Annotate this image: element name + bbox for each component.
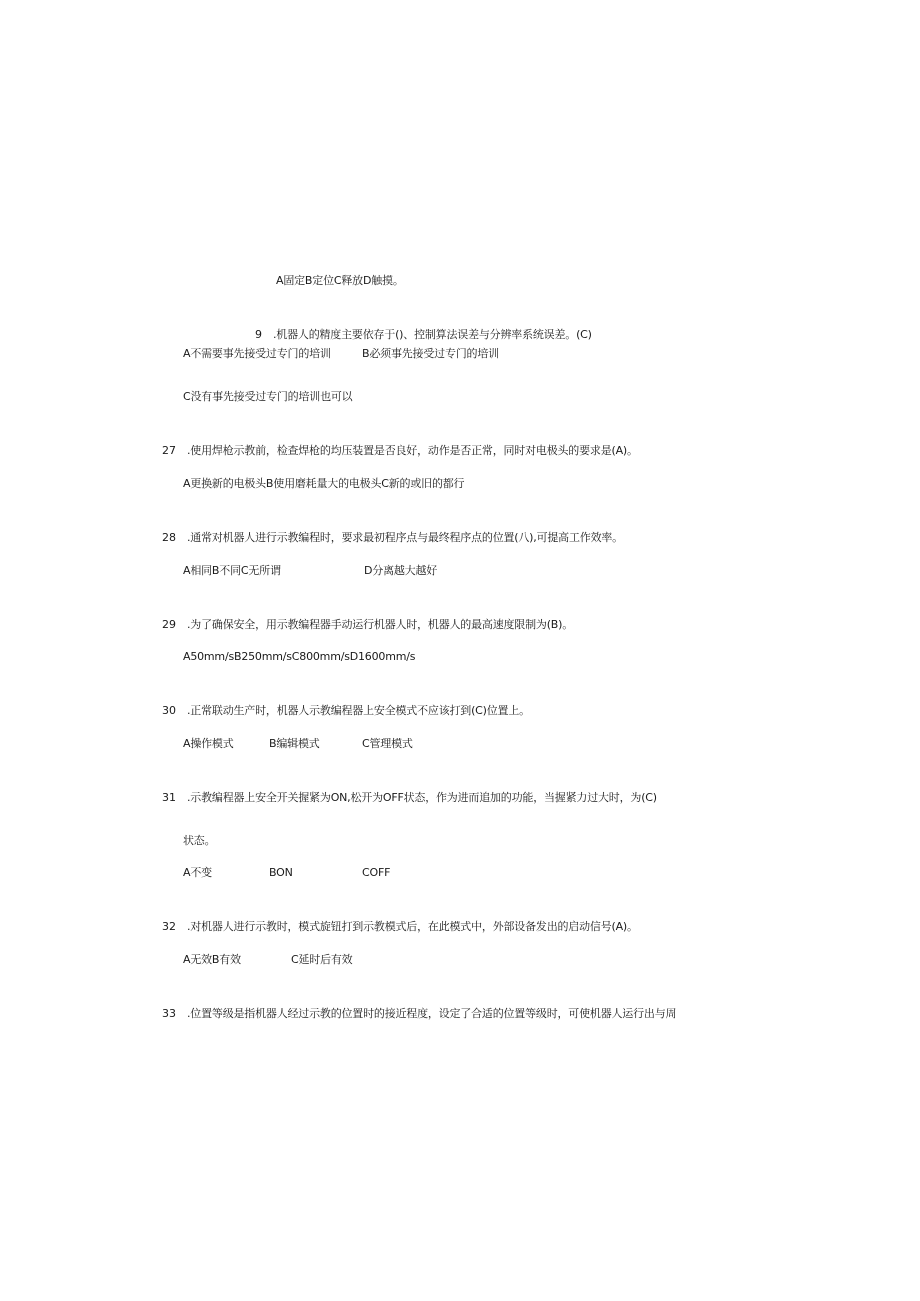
option-b: BON <box>269 866 293 879</box>
option-a: A不需要事先接受过专门的培训 <box>183 347 331 360</box>
question-text: .机器人的精度主要依存于()、控制算法误差与分辨率系统误差。(C) <box>273 328 592 341</box>
question-text: .通常对机器人进行示教编程时，要求最初程序点与最终程序点的位置(八),可提高工作效率。 <box>187 531 623 544</box>
question-text: .示教编程器上安全开关握紧为ON,松开为OFF状态，作为进而追加的功能，当握紧力过大时，为(C) <box>187 791 657 804</box>
question-number: 29 <box>162 618 176 631</box>
option-a: A操作模式 <box>183 737 234 750</box>
question-text: .位置等级是指机器人经过示教的位置时的接近程度，设定了合适的位置等级时，可使机器人运行出与周 <box>187 1007 677 1020</box>
option-a: A不变 <box>183 866 212 879</box>
option-c: C管理模式 <box>362 737 413 750</box>
question-text: .为了确保安全，用示教编程器手动运行机器人时，机器人的最高速度限制为(B)。 <box>187 618 574 631</box>
question-number: 28 <box>162 531 176 544</box>
options-line: A固定B定位C释放D触摸。 <box>276 274 404 287</box>
option-b: B编辑模式 <box>269 737 320 750</box>
question-number: 27 <box>162 444 176 457</box>
question-number: 30 <box>162 704 176 717</box>
question-number: 9 <box>255 328 262 341</box>
question-number: 32 <box>162 920 176 933</box>
options-line: A50mm∕sB250mm∕sC800mm∕sD1600mm∕s <box>183 650 416 663</box>
question-text: .正常联动生产时，机器人示教编程器上安全模式不应该打到(C)位置上。 <box>187 704 530 717</box>
option-c: COFF <box>362 866 391 879</box>
option-c: C延时后有效 <box>291 953 353 966</box>
option-c: C没有事先接受过专门的培训也可以 <box>183 390 353 403</box>
question-number: 33 <box>162 1007 176 1020</box>
option-d: D分离越大越好 <box>364 564 438 577</box>
question-text: .使用焊枪示教前，检查焊枪的均压装置是否良好，动作是否正常，同时对电极头的要求是(A)。 <box>187 444 638 457</box>
option-a: A无效B有效 <box>183 953 241 966</box>
question-text: .对机器人进行示教时，模式旋钮打到示教模式后，在此模式中，外部设备发出的启动信号(A)。 <box>187 920 638 933</box>
option-b: B必须事先接受过专门的培训 <box>362 347 499 360</box>
question-text-continued: 状态。 <box>183 834 216 847</box>
question-number: 31 <box>162 791 176 804</box>
options-line: A更换新的电极头B使用磨耗量大的电极头C新的或旧的都行 <box>183 477 465 490</box>
option-a: A相同B不同C无所谓 <box>183 564 281 577</box>
